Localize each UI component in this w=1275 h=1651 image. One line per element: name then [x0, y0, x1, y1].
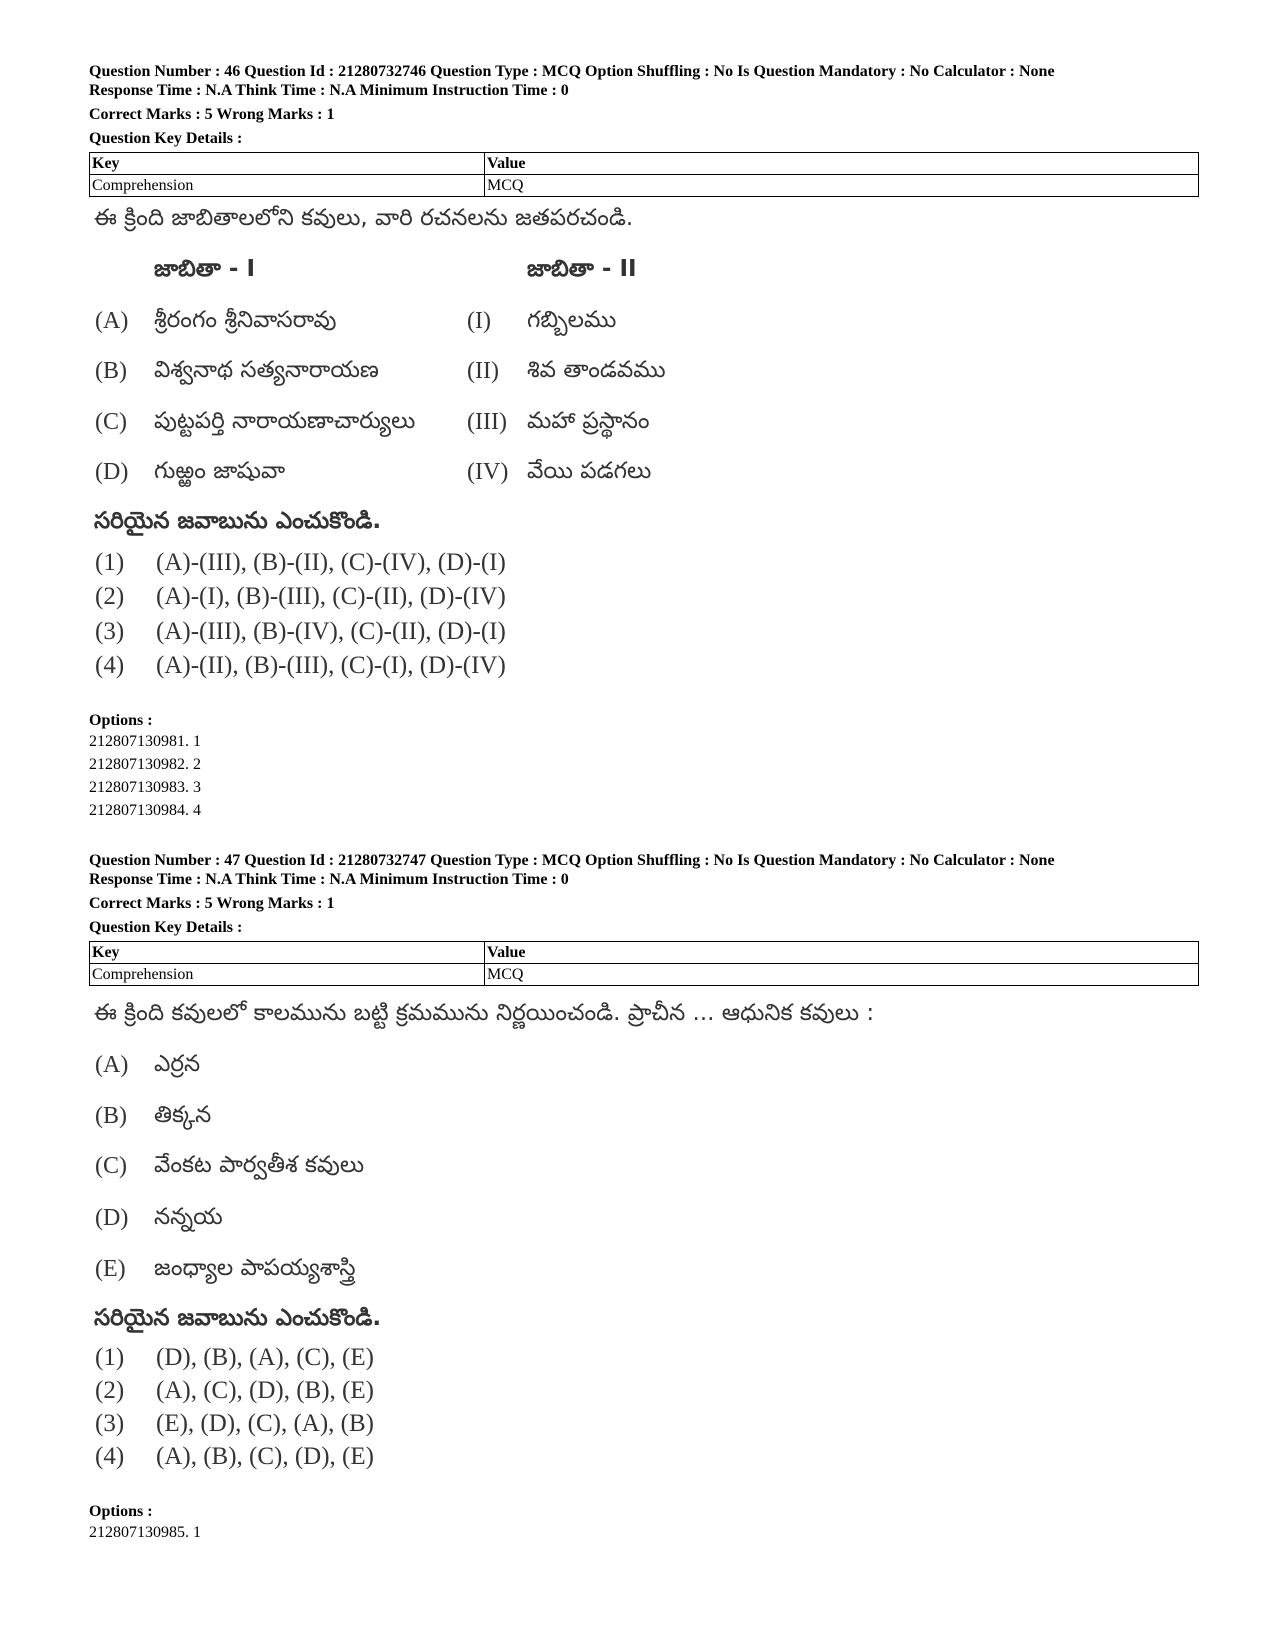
question-meta-line2: Response Time : N.A Think Time : N.A Minimum Instruction Time : 0: [89, 82, 569, 99]
item-text: ఎర్రన: [154, 1051, 201, 1077]
item-text: నన్నయ: [154, 1204, 223, 1230]
option-item: 212807130981. 1: [89, 733, 201, 750]
list1-label: (A): [95, 308, 129, 334]
marks-line: Correct Marks : 5 Wrong Marks : 1: [89, 895, 335, 912]
answer-text: (E), (D), (C), (A), (B): [156, 1410, 374, 1437]
document-page: [89, 62, 1199, 1544]
question-meta-line2: Response Time : N.A Think Time : N.A Minimum Instruction Time : 0: [89, 871, 569, 888]
answer-number: (4): [95, 1443, 125, 1470]
value-cell: MCQ: [485, 964, 1199, 986]
answer-number: (2): [95, 1377, 125, 1404]
answer-number: (3): [95, 1410, 125, 1437]
key-details-table: [89, 152, 1199, 197]
answer-text: (A)-(I), (B)-(III), (C)-(II), (D)-(IV): [156, 583, 506, 610]
list2-title: జాబితా - II: [527, 256, 637, 282]
item-label: (C): [95, 1153, 127, 1179]
answer-text: (D), (B), (A), (C), (E): [156, 1344, 374, 1371]
key-header-cell: Key: [90, 153, 485, 175]
option-item: 212807130984. 4: [89, 802, 201, 819]
question-instruction: ఈ క్రింది జాబితాలలోని కవులు, వారి రచనలను జతపరచండి.: [94, 205, 634, 231]
list1-item: పుట్టపర్తి నారాయణాచార్యులు: [154, 408, 416, 434]
answer-number: (3): [95, 618, 125, 645]
choose-instruction: సరియైన జవాబును ఎంచుకొండి.: [94, 1305, 382, 1331]
list1-label: (B): [95, 358, 127, 384]
list1-label: (C): [95, 409, 127, 435]
item-label: (D): [95, 1205, 129, 1231]
item-text: తిక్కన: [154, 1102, 212, 1128]
list2-item: వేయి పడగలు: [527, 458, 652, 484]
table-row: [90, 175, 1199, 197]
key-header-cell: Key: [90, 942, 485, 964]
list1-item: గుఱ్ఱం జాషువా: [154, 458, 286, 484]
key-details-table: [89, 941, 1199, 986]
item-text: వేంకట పార్వతీశ కవులు: [154, 1152, 365, 1178]
item-label: (A): [95, 1052, 129, 1078]
table-header-row: [90, 942, 1199, 964]
answer-text: (A)-(II), (B)-(III), (C)-(I), (D)-(IV): [156, 652, 506, 679]
list1-label: (D): [95, 459, 129, 485]
list2-item: శివ తాండవము: [527, 357, 666, 383]
list2-item: గబ్బిలము: [527, 307, 617, 333]
question-image: [89, 986, 1199, 1498]
item-text: జంధ్యాల పాపయ్యశాస్త్రి: [154, 1255, 356, 1281]
option-item: 212807130983. 3: [89, 779, 201, 796]
list2-label: (IV): [467, 459, 509, 485]
list2-label: (III): [467, 409, 507, 435]
option-item: 212807130982. 2: [89, 756, 201, 773]
list1-item: విశ్వనాథ సత్యనారాయణ: [154, 357, 379, 383]
question-instruction: ఈ క్రింది కవులలో కాలమును బట్టి క్రమమును నిర్ణయించండి. ప్రాచీన ... ఆధునిక కవులు :: [94, 1000, 875, 1026]
key-cell: Comprehension: [90, 175, 485, 197]
answer-number: (2): [95, 583, 125, 610]
answer-text: (A), (B), (C), (D), (E): [156, 1443, 374, 1470]
question-meta-line1: Question Number : 46 Question Id : 21280732746 Question Type : MCQ Option Shuffling : No Is Question Mandatory : No Calculator : None: [89, 63, 1055, 80]
list1-item: శ్రీరంగం శ్రీనివాసరావు: [154, 307, 337, 333]
list2-label: (II): [467, 358, 499, 384]
table-header-row: [90, 153, 1199, 175]
question-meta-line1: Question Number : 47 Question Id : 21280732747 Question Type : MCQ Option Shuffling : No Is Question Mandatory : No Calculator : None: [89, 852, 1055, 869]
value-header-cell: Value: [485, 153, 1199, 175]
key-cell: Comprehension: [90, 964, 485, 986]
list1-title: జాబితా - I: [154, 256, 256, 282]
value-cell: MCQ: [485, 175, 1199, 197]
options-label: Options :: [89, 712, 153, 729]
item-label: (B): [95, 1103, 127, 1129]
answer-text: (A), (C), (D), (B), (E): [156, 1377, 374, 1404]
list2-item: మహా ప్రస్థానం: [527, 408, 650, 434]
table-row: [90, 964, 1199, 986]
list2-label: (I): [467, 308, 491, 334]
answer-number: (1): [95, 549, 125, 576]
question-image: [89, 197, 1199, 707]
answer-number: (1): [95, 1344, 125, 1371]
value-header-cell: Value: [485, 942, 1199, 964]
answer-text: (A)-(III), (B)-(II), (C)-(IV), (D)-(I): [156, 549, 506, 576]
marks-line: Correct Marks : 5 Wrong Marks : 1: [89, 106, 335, 123]
answer-text: (A)-(III), (B)-(IV), (C)-(II), (D)-(I): [156, 618, 506, 645]
question-47: [89, 851, 1199, 1544]
question-46: [89, 62, 1199, 822]
option-item: 212807130985. 1: [89, 1524, 201, 1541]
answer-number: (4): [95, 652, 125, 679]
choose-instruction: సరియైన జవాబును ఎంచుకొండి.: [94, 508, 382, 534]
key-details-label: Question Key Details :: [89, 130, 243, 147]
options-label: Options :: [89, 1503, 153, 1520]
item-label: (E): [95, 1256, 126, 1282]
key-details-label: Question Key Details :: [89, 919, 243, 936]
